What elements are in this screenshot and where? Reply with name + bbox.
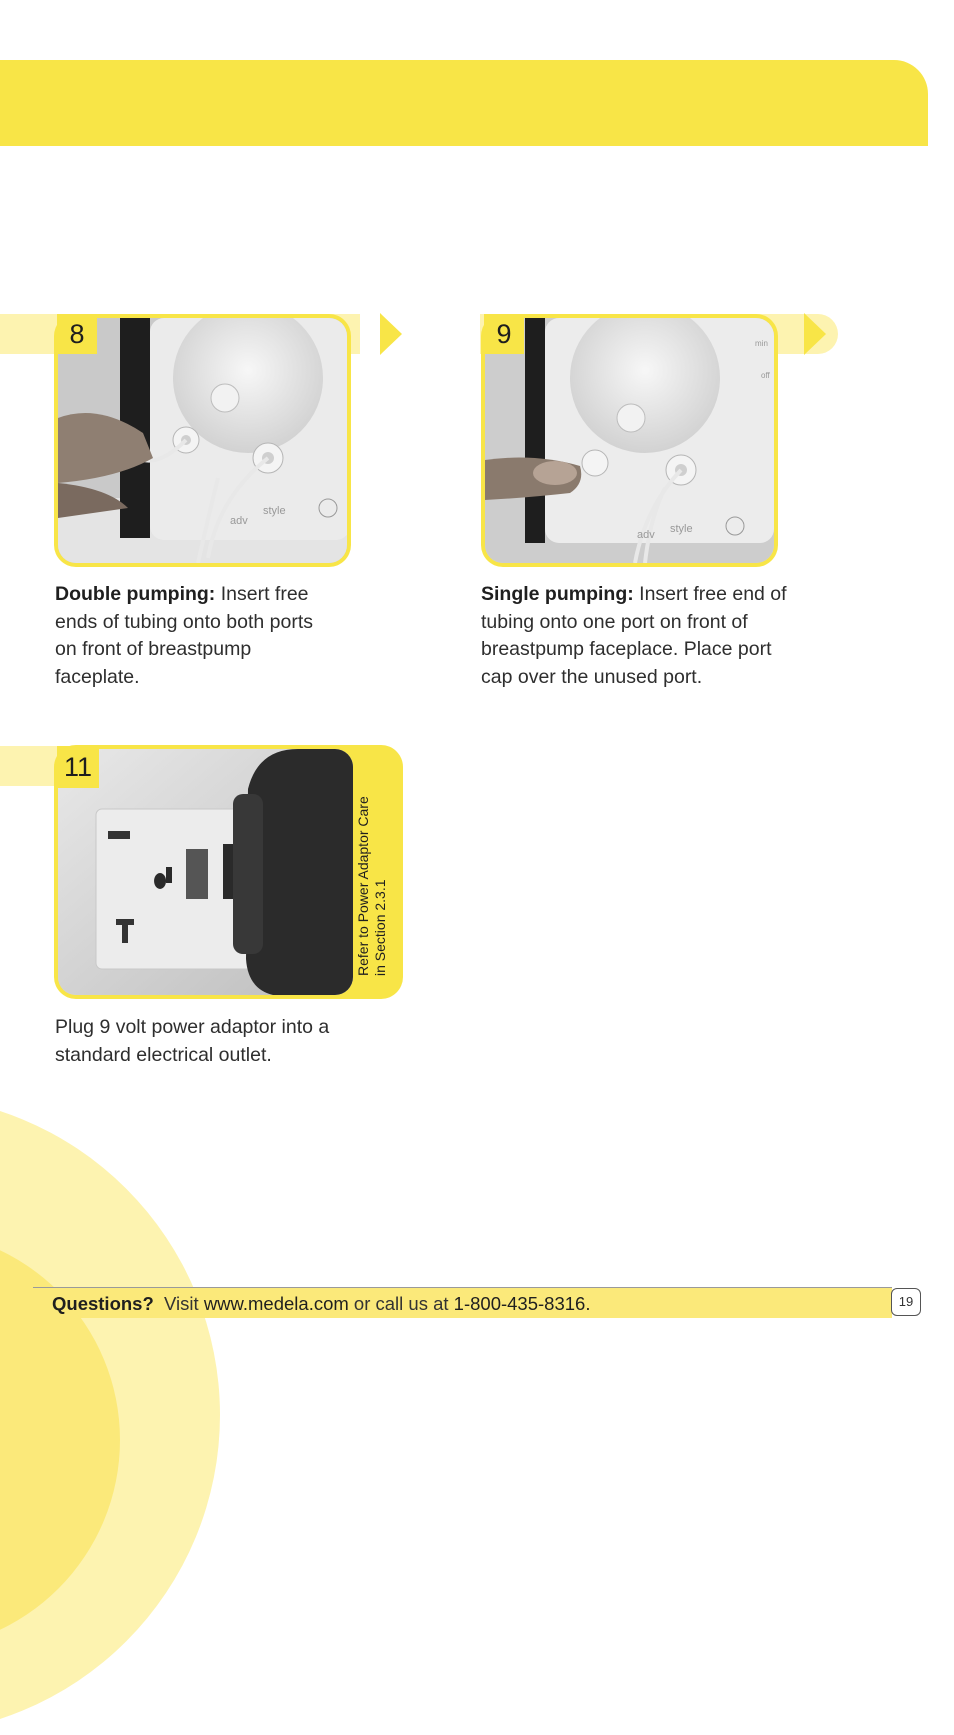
side-note-line-1: Refer to Power Adaptor Care xyxy=(355,796,371,976)
footer-questions: Questions? xyxy=(52,1293,154,1314)
footer-url-link[interactable]: www.medela.com xyxy=(203,1293,349,1314)
step-9-body: Insert free end of tubing onto one port on front of breastpump faceplace. Place port cap over the unused port. xyxy=(481,583,787,688)
step-8-photo-label-2: adv xyxy=(230,515,248,527)
step-9-illustration xyxy=(485,318,774,563)
step-9-photo xyxy=(485,318,774,563)
step-8-arrow-icon xyxy=(380,313,402,355)
footer-bar xyxy=(33,1287,892,1318)
step-8-title: Double pumping: xyxy=(55,583,216,605)
step-9-title: Single pumping: xyxy=(481,583,634,605)
footer-phone[interactable]: 1-800-435-8316. xyxy=(453,1293,591,1314)
step-9-number: 9 xyxy=(484,314,524,354)
step-11-side-note xyxy=(355,752,395,992)
step-9-photo-label: style xyxy=(670,523,693,535)
step-11-photo-frame xyxy=(54,745,403,999)
step-8-photo-label: style xyxy=(263,505,286,517)
step-8-photo xyxy=(58,318,347,563)
footer-text xyxy=(52,1292,590,1316)
step-11-photo xyxy=(58,749,353,995)
step-11-illustration xyxy=(58,749,353,995)
side-note-line-2: in Section 2.3.1 xyxy=(372,879,388,976)
step-11-number: 11 xyxy=(57,746,99,788)
step-8-caption xyxy=(55,581,340,691)
step-9-photo-label-2: adv xyxy=(637,529,655,541)
step-9-caption xyxy=(481,581,801,691)
step-11-caption: Plug 9 volt power adaptor into a standard electrical outlet. xyxy=(55,1016,330,1066)
footer-middle: or call us at xyxy=(348,1293,454,1314)
step-9-photo-frame xyxy=(481,314,778,567)
step-9-dial-off: off xyxy=(761,371,770,380)
step-8-photo-frame xyxy=(54,314,351,567)
step-9-dial-min: min xyxy=(755,339,768,348)
step-8-body: Insert free ends of tubing onto both ports on front of breastpump faceplate. xyxy=(55,583,314,688)
header-banner xyxy=(0,60,928,146)
step-9-arrow-icon xyxy=(804,313,826,355)
step-8-illustration xyxy=(58,318,347,563)
footer-visit: Visit xyxy=(164,1293,204,1314)
step-8-number: 8 xyxy=(57,314,97,354)
page-number: 19 xyxy=(891,1288,921,1316)
